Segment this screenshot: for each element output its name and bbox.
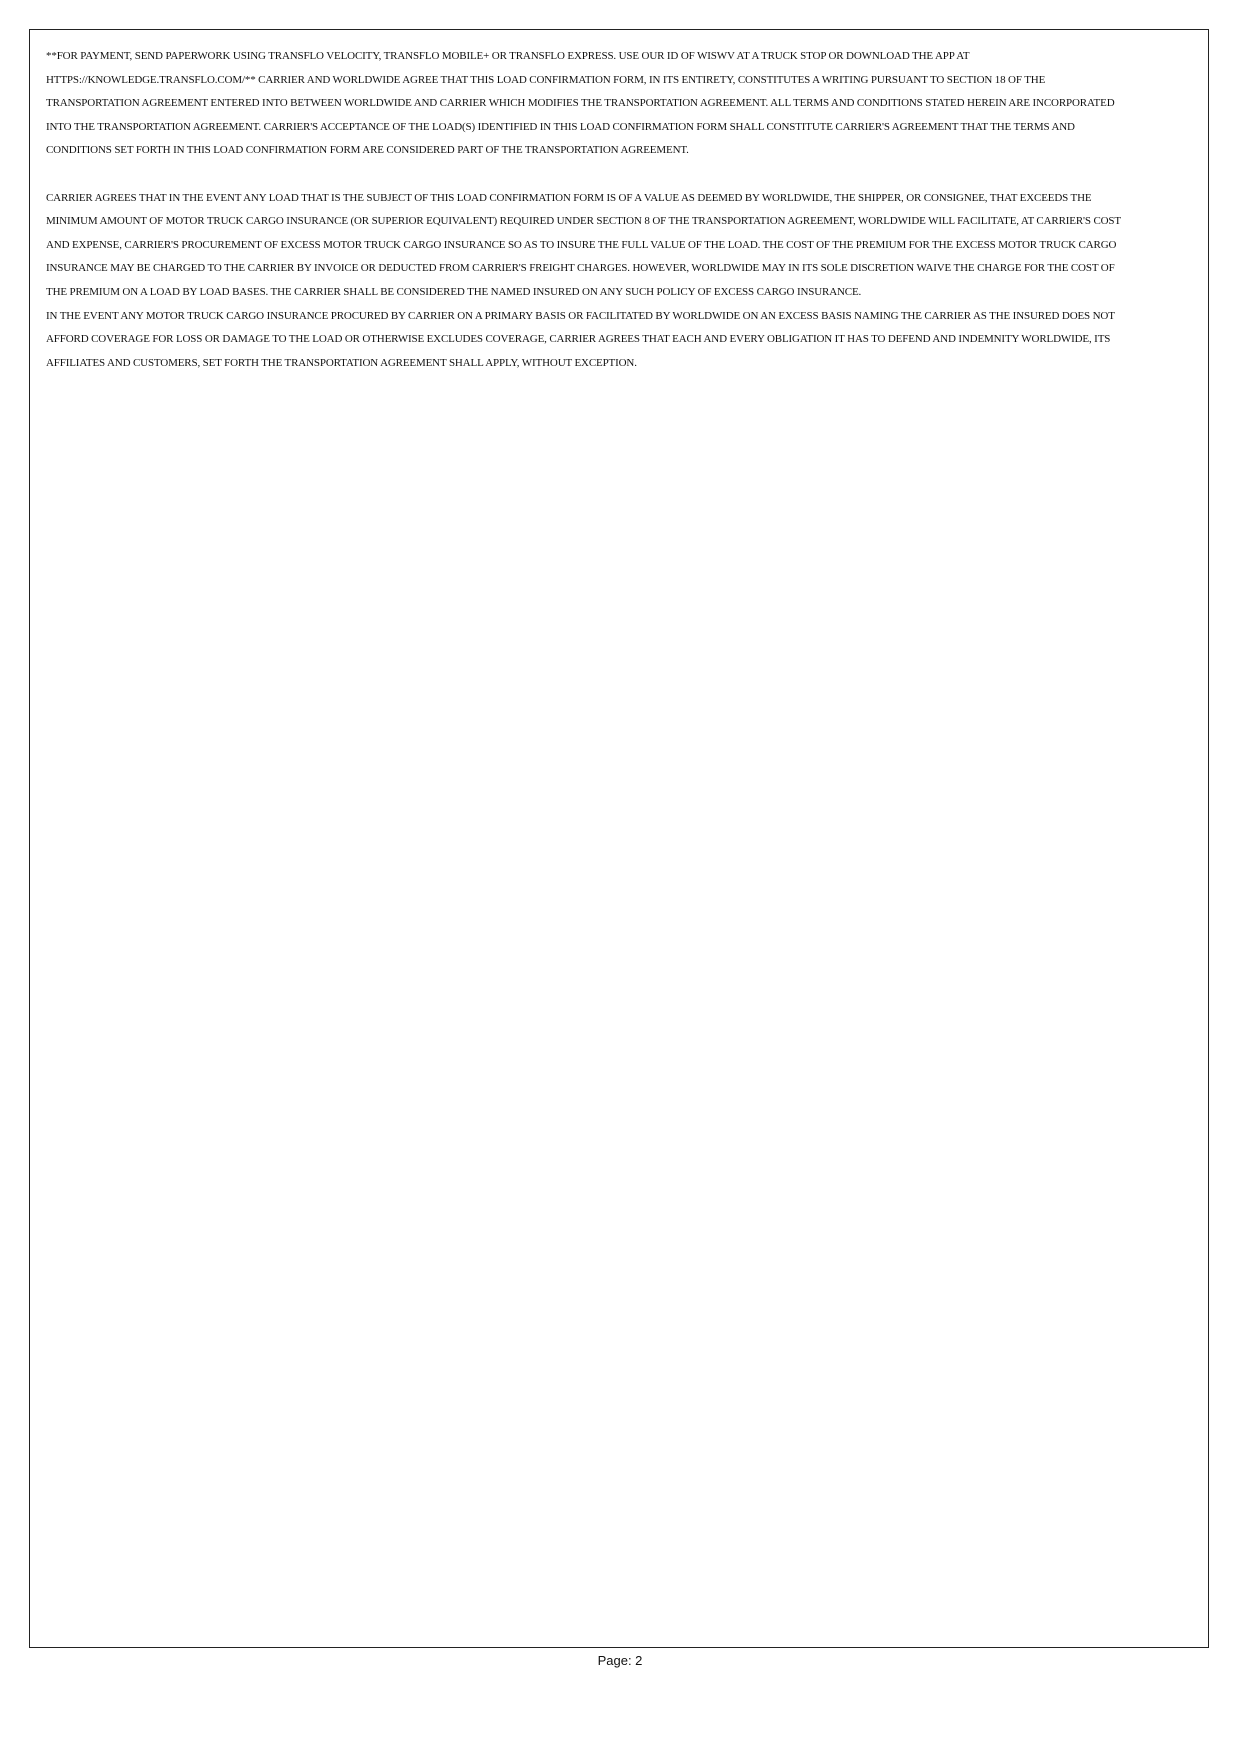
indemnity-paragraph: IN THE EVENT ANY MOTOR TRUCK CARGO INSURANCE PROCURED BY CARRIER ON A PRIMARY BASIS OR FACILITATED BY WORLDWIDE ON AN EXCESS BASIS NAMING THE CARRIER AS THE INSURED DOES NOT AFFORD COVERAGE FOR LOSS OR DAMAGE TO THE LOAD OR OTHERWISE EXCLUDES COVERAGE, CARRIER AGREES THAT EACH AND EVERY OBLIGATION IT HAS TO DEFEND AND INDEMNITY WORLDWIDE, ITS AFFILIATES AND CUSTOMERS, SET FORTH THE TRANSPORTATION AGREEMENT SHALL APPLY, WITHOUT EXCEPTION. (46, 309, 1115, 369)
payment-and-agreement-paragraph: **FOR PAYMENT, SEND PAPERWORK USING TRANSFLO VELOCITY, TRANSFLO MOBILE+ OR TRANSFLO EXPRESS. USE OUR ID OF WISWV AT A TRUCK STOP OR DOWNLOAD THE APP AT HTTPS://KNOWLEDGE.TRANSFLO.COM/** CARRIER AND WORLDWIDE AGREE THAT THIS LOAD CONFIRMATION FORM, IN ITS ENTIRETY, CONSTITUTES A WRITING PURSUANT TO SECTION 18 OF THE TRANSPORTATION AGREEMENT ENTERED INTO BETWEEN WORLDWIDE AND CARRIER WHICH MODIFIES THE TRANSPORTATION AGREEMENT. ALL TERMS AND CONDITIONS STATED HEREIN ARE INCORPORATED INTO THE TRANSPORTATION AGREEMENT. CARRIER'S ACCEPTANCE OF THE LOAD(S) IDENTIFIED IN THIS LOAD CONFIRMATION FORM SHALL CONSTITUTE CARRIER'S AGREEMENT THAT THE TERMS AND CONDITIONS SET FORTH IN THIS LOAD CONFIRMATION FORM ARE CONSIDERED PART OF THE TRANSPORTATION AGREEMENT. (46, 50, 1115, 157)
page-frame (29, 29, 1209, 1648)
excess-cargo-insurance-paragraph: CARRIER AGREES THAT IN THE EVENT ANY LOAD THAT IS THE SUBJECT OF THIS LOAD CONFIRMATION FORM IS OF A VALUE AS DEEMED BY WORLDWIDE, THE SHIPPER, OR CONSIGNEE, THAT EXCEEDS THE MINIMUM AMOUNT OF MOTOR TRUCK CARGO INSURANCE (OR SUPERIOR EQUIVALENT) REQUIRED UNDER SECTION 8 OF THE TRANSPORTATION AGREEMENT, WORLDWIDE WILL FACILITATE, AT CARRIER'S COST AND EXPENSE, CARRIER'S PROCUREMENT OF EXCESS MOTOR TRUCK CARGO INSURANCE SO AS TO INSURE THE FULL VALUE OF THE LOAD. THE COST OF THE PREMIUM FOR THE EXCESS MOTOR TRUCK CARGO INSURANCE MAY BE CHARGED TO THE CARRIER BY INVOICE OR DEDUCTED FROM CARRIER'S FREIGHT CHARGES. HOWEVER, WORLDWIDE MAY IN ITS SOLE DISCRETION WAIVE THE CHARGE FOR THE COST OF THE PREMIUM ON A LOAD BY LOAD BASES. THE CARRIER SHALL BE CONSIDERED THE NAMED INSURED ON ANY SUCH POLICY OF EXCESS CARGO INSURANCE. (46, 191, 1121, 298)
terms-and-conditions (46, 45, 1136, 375)
page-number: Page: 2 (597, 1653, 643, 1668)
